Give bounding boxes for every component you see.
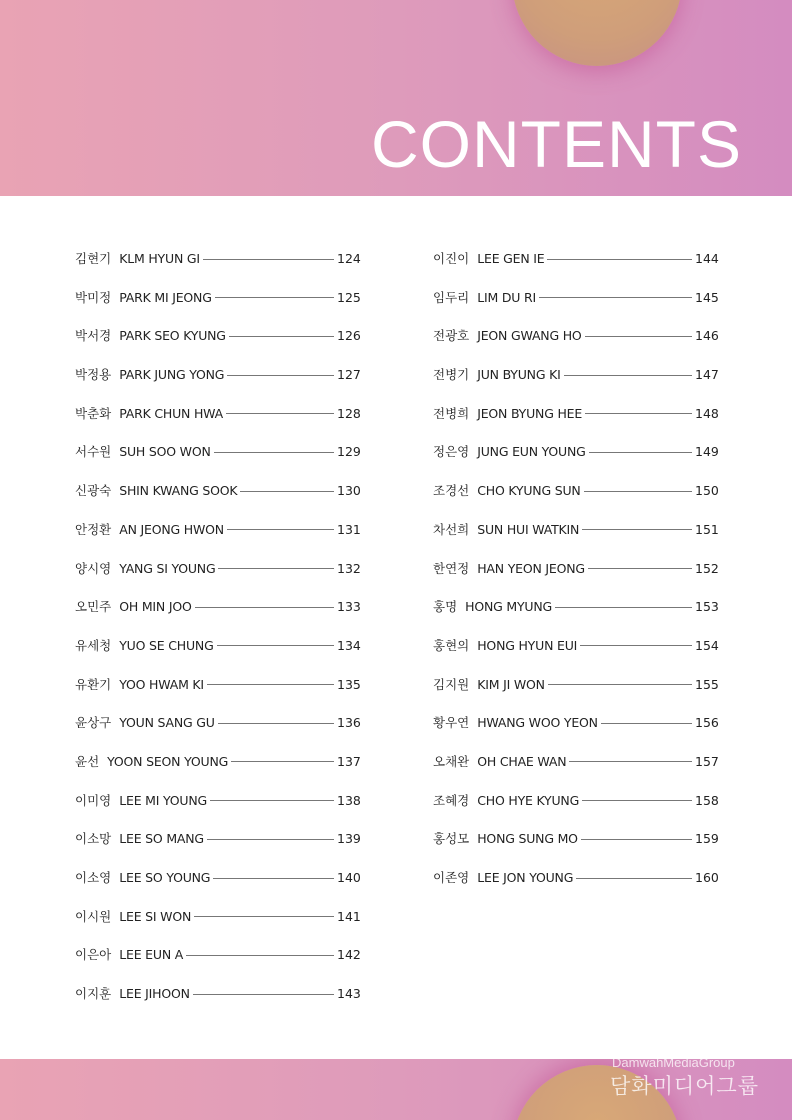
entry-korean-name: 유세청 [75,637,112,653]
toc-entry[interactable] [433,635,717,657]
entry-leader-line [186,955,334,956]
entry-leader-line [581,839,692,840]
entry-english-name: LEE JON YOUNG [477,870,574,885]
toc-entry[interactable] [75,287,359,309]
entry-leader-line [585,336,692,337]
entry-page-number: 145 [695,289,719,305]
entry-english-name: CHO KYUNG SUN [477,483,581,499]
toc-entry[interactable] [75,790,359,812]
entry-english-name: KIM JI WON [477,676,545,692]
entry-korean-name: 이은아 [75,947,112,963]
entry-korean-name: 박춘화 [75,405,112,421]
entry-korean-name: 오채완 [433,753,470,769]
entry-english-name: JUN BYUNG KI [477,367,561,383]
toc-entry[interactable] [433,519,717,541]
entry-leader-line [217,645,334,646]
entry-leader-line [227,375,334,376]
entry-leader-line [548,684,692,685]
entry-english-name: JUNG EUN YOUNG [477,444,586,460]
entry-leader-line [194,916,334,917]
entry-page-number: 143 [337,986,361,1002]
entry-page-number: 153 [695,599,719,615]
entry-korean-name: 서수원 [75,444,112,460]
entry-english-name: OH CHAE WAN [477,753,567,769]
entry-english-name: YUO SE CHUNG [119,637,214,653]
decorative-circle [512,0,682,66]
entry-leader-line [231,761,334,762]
toc-entry[interactable] [75,867,359,889]
toc-entry[interactable] [433,558,717,580]
entry-korean-name: 전병희 [433,405,470,421]
toc-column-left [75,248,359,1022]
entry-korean-name: 이소영 [75,870,112,885]
entry-page-number: 142 [337,947,361,963]
entry-korean-name: 이지훈 [75,986,112,1002]
entry-page-number: 156 [695,715,719,731]
entry-page-number: 157 [695,753,719,769]
entry-leader-line [555,607,692,608]
entry-english-name: PARK MI JEONG [119,289,212,305]
entry-english-name: YOUN SANG GU [119,715,215,731]
toc-entry[interactable] [75,983,359,1005]
entry-leader-line [207,839,334,840]
entry-leader-line [589,452,692,453]
entry-english-name: JEON BYUNG HEE [477,405,583,421]
toc-entry[interactable] [75,364,359,386]
entry-leader-line [203,259,334,260]
entry-leader-line [576,878,692,879]
entry-leader-line [213,878,334,879]
entry-english-name: JEON GWANG HO [477,328,582,344]
entry-korean-name: 홍현의 [433,637,470,653]
entry-page-number: 151 [695,521,719,537]
toc-entry[interactable] [75,828,359,850]
entry-english-name: HONG MYUNG [465,599,553,615]
entry-korean-name: 이진이 [433,251,470,266]
entry-leader-line [547,259,692,260]
entry-page-number: 125 [337,289,361,305]
entry-leader-line [580,645,692,646]
entry-page-number: 126 [337,328,361,344]
entry-page-number: 141 [337,908,361,924]
entry-english-name: PARK JUNG YONG [119,367,225,383]
entry-leader-line [218,568,334,569]
toc-entry[interactable] [75,248,359,270]
toc-entry[interactable] [433,480,717,502]
toc-entry[interactable] [75,480,359,502]
entry-page-number: 132 [337,560,361,576]
entry-english-name: LEE GEN IE [477,251,545,266]
entry-leader-line [227,529,334,530]
entry-page-number: 146 [695,328,719,344]
entry-english-name: PARK CHUN HWA [119,405,224,421]
entry-english-name: SHIN KWANG SOOK [119,483,238,499]
header-band [0,0,792,196]
entry-page-number: 140 [337,870,361,885]
toc-column-right [433,248,717,906]
entry-korean-name: 김현기 [75,251,112,266]
entry-leader-line [569,761,692,762]
entry-english-name: PARK SEO KYUNG [119,328,226,344]
entry-leader-line [214,452,334,453]
toc-entry[interactable] [433,867,717,889]
entry-english-name: LEE SO YOUNG [119,870,211,885]
entry-leader-line [215,297,334,298]
entry-leader-line [240,491,334,492]
entry-korean-name: 홍성모 [433,831,470,847]
entry-leader-line [207,684,334,685]
entry-page-number: 160 [695,870,719,885]
entry-page-number: 159 [695,831,719,847]
toc-entry[interactable] [433,287,717,309]
entry-page-number: 144 [695,251,719,266]
entry-english-name: LEE EUN A [119,947,184,963]
entry-english-name: YANG SI YOUNG [119,560,216,576]
entry-leader-line [229,336,334,337]
entry-english-name: CHO HYE KYUNG [477,792,580,808]
toc-entry[interactable] [75,519,359,541]
watermark-korean: 담화미디어그룹 [610,1074,760,1098]
entry-korean-name: 양시영 [75,560,112,576]
entry-leader-line [584,491,692,492]
entry-page-number: 150 [695,483,719,499]
toc-entry[interactable] [433,364,717,386]
entry-leader-line [582,529,692,530]
entry-page-number: 134 [337,637,361,653]
entry-page-number: 127 [337,367,361,383]
entry-korean-name: 전병기 [433,367,470,383]
entry-english-name: HAN YEON JEONG [477,560,585,576]
entry-leader-line [588,568,692,569]
entry-page-number: 155 [695,676,719,692]
entry-korean-name: 한연정 [433,560,470,576]
entry-page-number: 124 [337,251,361,266]
toc-entry[interactable] [75,635,359,657]
entry-page-number: 130 [337,483,361,499]
entry-korean-name: 안정환 [75,521,112,537]
entry-leader-line [193,994,334,995]
toc-entry[interactable] [75,751,359,773]
toc-entry[interactable] [75,944,359,966]
toc-entry[interactable] [433,248,717,270]
entry-english-name: YOO HWAM KI [119,676,204,692]
entry-page-number: 131 [337,521,361,537]
toc-entry[interactable] [75,596,359,618]
entry-leader-line [218,723,334,724]
entry-english-name: SUN HUI WATKIN [477,521,580,537]
toc-entry[interactable] [433,403,717,425]
entry-korean-name: 신광숙 [75,483,112,499]
watermark-english: DamwahMediaGroup [612,1055,735,1070]
entry-page-number: 128 [337,405,361,421]
entry-english-name: LEE JIHOON [119,986,190,1002]
entry-english-name: OH MIN JOO [119,599,192,615]
entry-english-name: AN JEONG HWON [119,521,224,537]
entry-korean-name: 김지원 [433,676,470,692]
toc-entry[interactable] [75,403,359,425]
entry-page-number: 138 [337,792,361,808]
entry-korean-name: 임두리 [433,289,470,305]
page-title: CONTENTS [371,107,742,181]
toc-entry[interactable] [433,790,717,812]
entry-english-name: LEE MI YOUNG [119,792,207,808]
entry-page-number: 152 [695,560,719,576]
entry-leader-line [582,800,692,801]
entry-korean-name: 윤상구 [75,715,112,731]
entry-korean-name: 유환기 [75,676,112,692]
entry-korean-name: 조경선 [433,483,470,499]
entry-korean-name: 이소망 [75,831,112,847]
entry-korean-name: 조혜경 [433,792,470,808]
entry-korean-name: 박정용 [75,367,112,383]
toc-entry[interactable] [433,596,717,618]
entry-korean-name: 박미정 [75,289,112,305]
entry-english-name: KLM HYUN GI [119,251,200,266]
entry-english-name: YOON SEON YOUNG [107,753,229,769]
entry-korean-name: 홍명 [433,599,458,615]
entry-leader-line [210,800,334,801]
entry-english-name: HONG SUNG MO [477,831,578,847]
entry-page-number: 139 [337,831,361,847]
entry-page-number: 136 [337,715,361,731]
entry-english-name: SUH SOO WON [119,444,211,460]
entry-page-number: 158 [695,792,719,808]
toc-entry[interactable] [433,674,717,696]
entry-leader-line [564,375,692,376]
toc-entry[interactable] [75,558,359,580]
toc-entry[interactable] [75,674,359,696]
entry-leader-line [585,413,692,414]
entry-english-name: LEE SI WON [119,908,192,924]
toc-entry[interactable] [75,441,359,463]
entry-korean-name: 차선희 [433,521,470,537]
entry-leader-line [601,723,692,724]
entry-page-number: 147 [695,367,719,383]
entry-english-name: HONG HYUN EUI [477,637,578,653]
entry-leader-line [226,413,334,414]
entry-korean-name: 정은영 [433,444,470,460]
entry-korean-name: 윤선 [75,753,100,769]
toc-entry[interactable] [75,906,359,928]
entry-english-name: LIM DU RI [477,289,536,305]
entry-english-name: HWANG WOO YEON [477,715,598,731]
toc-entry[interactable] [75,712,359,734]
entry-korean-name: 이존영 [433,870,470,885]
entry-korean-name: 이미영 [75,792,112,808]
entry-korean-name: 박서경 [75,328,112,344]
entry-page-number: 133 [337,599,361,615]
entry-korean-name: 이시원 [75,908,112,924]
entry-leader-line [539,297,692,298]
toc-entry[interactable] [433,325,717,347]
entry-page-number: 148 [695,405,719,421]
entry-korean-name: 황우연 [433,715,470,731]
toc-entry[interactable] [433,751,717,773]
entry-english-name: LEE SO MANG [119,831,204,847]
toc-entry[interactable] [75,325,359,347]
entry-korean-name: 전광호 [433,328,470,344]
entry-page-number: 129 [337,444,361,460]
entry-page-number: 154 [695,637,719,653]
entry-page-number: 135 [337,676,361,692]
entry-korean-name: 오민주 [75,599,112,615]
toc-entry[interactable] [433,828,717,850]
entry-page-number: 137 [337,753,361,769]
toc-entry[interactable] [433,441,717,463]
entry-leader-line [195,607,334,608]
toc-entry[interactable] [433,712,717,734]
entry-page-number: 149 [695,444,719,460]
